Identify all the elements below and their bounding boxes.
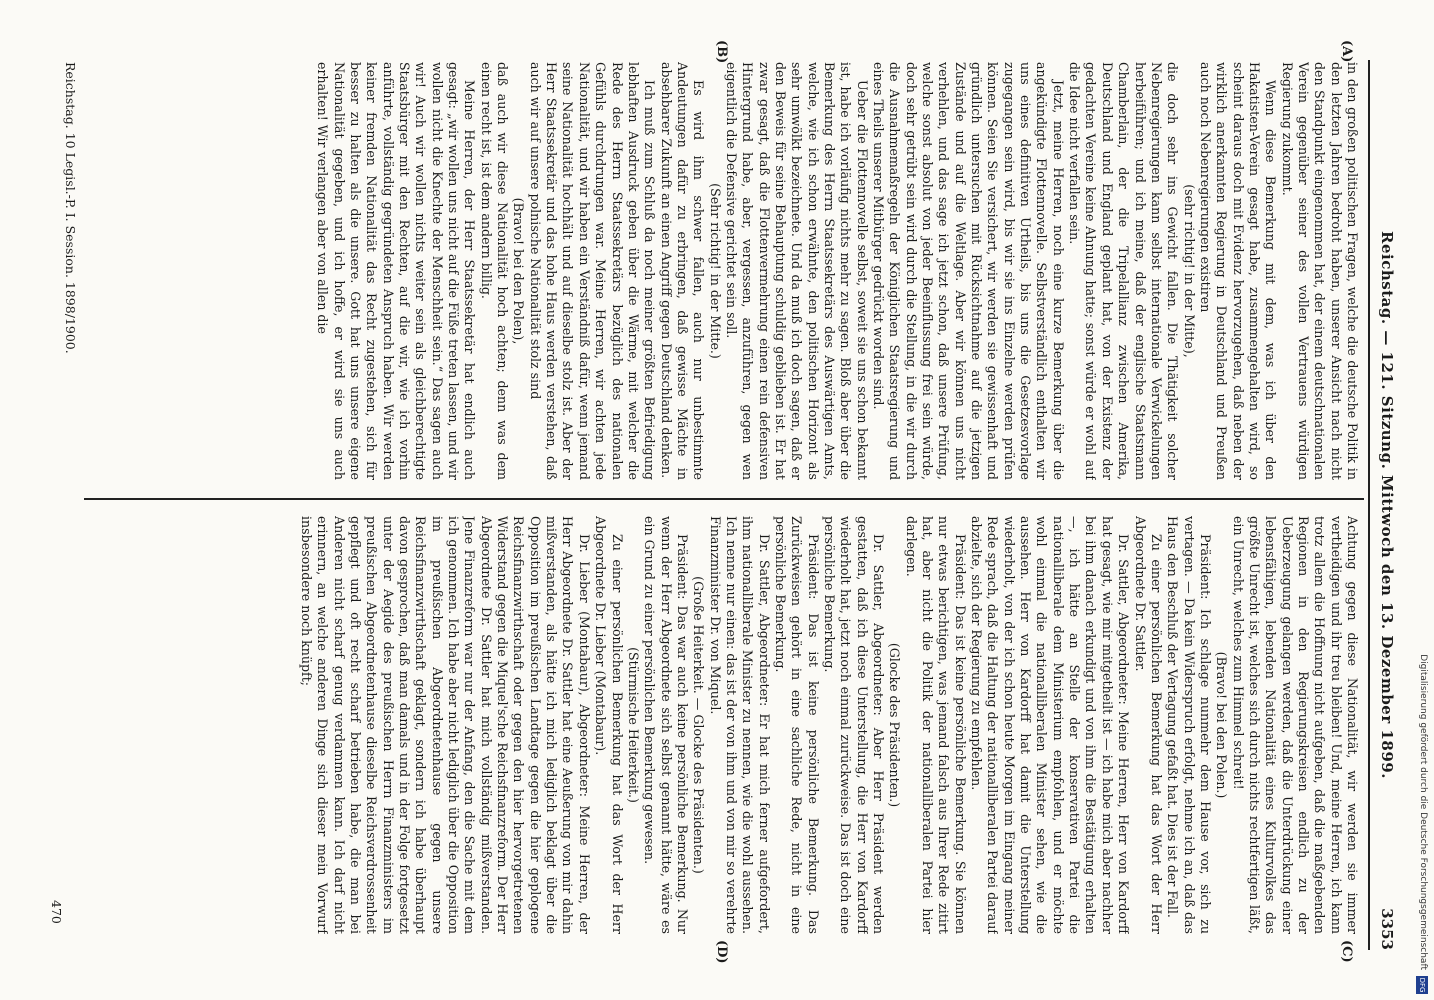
interjection: (Große Heiterkeit. — Glocke des Präsidenten.) [691,576,707,874]
interjection: (sehr richtig! in der Mitte), [1181,184,1197,358]
dfg-logo: DFG [1418,977,1426,993]
page-footer: Reichstag. 10 Legisl.-P. I. Session. 1898/1900. [63,62,78,354]
paragraph: Achtung gegen diese Nationalität, wir werden sie immer vertheidigen und ihr treu bleiben! Und, meine Herren, ich kann trotz allem die Hoffnung nicht aufgeben, daß die maßgebenden Regionen in den Regierungskreisen endlich zu der Ueberzeugung gelangen werden, daß die Unterdrückung einer lebensfähigen, lebenden Nationalität eines Kulturvolkes das größte Unrecht ist, welches sich durch nichts rechtfertigen läßt, ein Unrecht, welches zum Himmel schreit! [1230,516,1360,934]
digitization-credit: Digitalisierung gefördert durch die Deutsche Forschungsgemeinschaft [1418,654,1428,970]
speaker-paragraph: Dr. Lieber (Montabaur), Abgeordneter: Meine Herren, der Herr Abgeordnete Dr. Sattler hat eine Aeußerung von mir dahin mißverstanden, als hätte ich mich lediglich beklagt über die Opposition im preußischen Landtage gegen die hier geplogene Reichsfinanzwirthschaft oder gegen den hier hervorgetretenen Widerstand gegen die Miquel'sche Reichsfinanzreform. Der Herr Abgeordnete Dr. Sattler hat mich vollständig mißverstanden. Jene Finanzreform war nur der Anfang, den die Sache mit dem ich genommen. Ich habe aber nicht lediglich über die Opposition im preußischen Abgeordnetenhause gegen unsere Reichsfinanzwirthschaft geklagt, sondern ich habe überhaupt davon gesprochen, daß man damals und in der Folge fortgesetzt unter der Aegide des preußischen Herrn Finanzministers im preußischen Abgeordnetenhause dieselbe Reichsverdrossenheit gepflegt und oft recht scharf betrieben habe, die man bei Anderen nicht scharf genug verdammen kann. Ich darf nicht erinnern, an welche anderen Dinge sich dieser mein Vorwurf insbesondere noch knüpft; [299,516,592,934]
interjection: (Bravo! bei den Polen.) [1214,651,1230,799]
footer-page-number: 470 [49,900,64,924]
speaker-paragraph: Präsident: Ich schlage nunmehr dem Hause vor, sich zu vertagen. — Da kein Widerspruch erfolgt, nehme ich an, daß das Haus den Beschluß der Vertagung gefaßt hat. Dies ist der Fall. [1165,516,1213,934]
margin-letter-b: (B) [714,40,729,64]
paragraph: die doch sehr ins Gewicht fallen. Die Thätigkeit solcher Nebenregierungen kann selbst internationale Verwickelungen herbeiführen; und ich meine, daß der englische Staatsmann Chamberlain, der die Tripelallianz zwischen Amerika, Deutschland und England geplant hat, von der Existenz der gedachten Vereine keine Ahnung hatte; sonst würde er wohl auf die Idee nicht verfallen sein. [1067,62,1181,480]
paragraph: Es wird ihm schwer fallen, auch nur unbestimmte Andeutungen dafür zu erbringen, daß gewisse Mächte in absehbarer Zukunft an einen Angriff gegen Deutschland denken. [658,62,707,480]
speaker-paragraph: Dr. Sattler, Abgeordneter: Er hat mich ferner aufgefordert, ihm nationalliberale Minister zu nennen, wie die wohl aussehen. Ich nenne nur einen: das ist der von ihm und von mir so verehrte Finanzminister Dr. von Miquel. [707,516,772,934]
paragraph: Meine Herren, der Herr Staatssekretär hat endlich auch gesagt: „wir wollen uns nicht auf die Füße treten lassen, und wir wollen nicht die Knechte der Menschheit sein.“ Das sagen auch wir! Auch wir wollen nichts weiter sein als gleichberechtigte Staatsbürger mit den Rechten, auf die wir, wie ich vorhin anführte, vollständig gegründeten Anspruch haben. Wir werden keiner fremden Nationalität das Recht zugestehen, sich für besser zu halten als die unsere. Gott hat uns unsere eigene Nationalität gegeben, und ich hoffe, er wird sie uns auch erhalten! Wir verlangen aber von allen die [315,62,478,480]
digitization-credit-strip [1414,0,1434,1000]
interjection: (Stürmische Heiterkeit.) [625,647,641,803]
header-page-number-wrap [1372,890,1402,950]
speaker-paragraph: Präsident: Das war auch keine persönliche Bemerkung. Nur wenn der Herr Abgeordnete sich selbst genannt hätte, wäre es ein Grund zu einer persönlichen Bemerkung gewesen. [642,516,690,934]
page-title: Reichstag. — 121. Sitzung. Mittwoch den 13. Dezember 1899. [1378,231,1396,779]
margin-letter-d: (D) [714,940,729,964]
speaker-paragraph: Präsident: Das ist keine persönliche Bemerkung. Sie können nur etwas berichtigen, was jemand falsch aus Ihrer Rede zitirt hat, aber nicht die Politik der nationalliberalen Partei hier darlegen. [903,516,968,934]
paragraph: Jetzt, meine Herren, noch eine kurze Bemerkung über die angekündigte Flottennovelle. Selbstverständlich enthalten wir uns eines definitiven Urtheils, bis uns die Gesetzesvorlage zugegangen sein wird, bis wir sie ins Einzelne werden prüfen können. Seien Sie versichert, wir werden sie gewissenhaft und gründlich untersuchen mit Rücksichtnahme auf die jetzigen Zustände und auf die Weltlage. Aber wir können uns nicht verhehlen, und das sage ich jetzt schon, daß unsere Prüfung, welche sonst absolut von jeder Beeinflussung frei sein würde, doch sehr getrübt sein wird durch die Stellung, in die wir durch die Ausnahmemaßregeln der Königlichen Staatsregierung und eines Theils unserer Mitbürger gedrückt worden sind. [871,62,1066,480]
page-header [1372,60,1402,950]
right-column [85,516,1360,934]
speaker-paragraph: Präsident: Das ist keine persönliche Bemerkung. Das Zurückweisen gehört in eine sachliche Rede, nicht in eine persönliche Bemerkung. [772,516,821,934]
header-divider [1368,60,1370,950]
interjection: (Bravo! bei den Polen), [511,197,527,345]
interjection: (Glocke des Präsidenten.) [887,642,903,808]
speaker-paragraph: Dr. Sattler, Abgeordneter: Aber Herr Präsident werden gestatten, daß ich diese Unterstellung, die Herr von Kardorff wiederholt hat, jetzt noch einmal zurückweise. Das ist doch eine persönliche Bemerkung. [822,516,887,934]
paragraph: in den großen politischen Fragen, welche die deutsche Politik in den letzten Jahren bedroht haben, unserer Ansicht nach nicht den Standpunkt eingenommen hat, der einem deutschnationalen Verein gegenüber seiner des vollen Vertrauens würdigen Regierung zukommt. [1279,62,1360,480]
speaker-paragraph: Dr. Sattler, Abgeordneter: Meine Herren, Herr von Kardorff hat gesagt, wie mir mitgetheilt ist — ich habe mich aber nachher bei ihm danach erkundigt und von ihm die Bestätigung erhalten —, ich hätte an Stelle der konservativen Partei die nationalliberale dem Ministerium empfohlen, und er möchte wohl einmal die nationalliberalen Minister sehen, wie die aussehen. Herr von Kardorff hat damit die Unterstellung wiederholt, von der ich schon heute Morgen im Eingang meiner Rede sprach, daß die Haltung der nationalliberalen Partei darauf abzielte, sich der Regierung zu empfehlen. [969,516,1132,934]
margin-letter-c: (C) [1339,940,1354,963]
margin-letter-a: (A) [1339,40,1354,63]
paragraph: Zu einer persönlichen Bemerkung hat das Wort der Herr Abgeordnete Dr. Sattler. [1132,516,1164,934]
paragraph: Ich muß zum Schluß da noch meiner größten Befriedigung lebhaften Ausdruck geben über die Wärme, mit welcher die Rede des Herrn Staatssekretärs bezüglich des nationalen Gefühls durchdrungen war. Meine Herren, wir achten jede Nationalität, und wir haben ein Verständniß dafür, wenn jemand seine Nationalität hochhält und auf dieselbe stolz ist. Aber der Herr Staatssekretär und das hohe Haus werden verstehen, daß auch wir auf unsere polnische Nationalität stolz sind [527,62,658,480]
paragraph: Ueber die Flottennovelle selbst, soweit sie uns schon bekannt ist, habe ich vorläufig nichts mehr zu sagen. Bloß aber über die Bemerkung des Herrn Staatssekretärs des Auswärtigen Amts, welche, wie ich schon erwähnte, den politischen Horizont als sehr umwölkt bezeichnete. Und da muß ich doch sagen, daß er den Beweis für seine Behauptung schuldig geblieben ist. Er hat zwar gesagt, daß die Flottenvermehrung einen rein defensiven Hintergrund habe, aber, vergessen, anzuführen, gegen wen eigentlich die Defensive gerichtet sein soll. [723,62,870,480]
header-page-number: 3353 [1378,908,1396,950]
paragraph: Zu einer persönlichen Bemerkung hat das Wort der Herr Abgeordnete Dr. Lieber (Montabaur). [593,516,625,934]
left-column [85,62,1360,480]
interjection: (Sehr richtig! in der Mitte.) [707,183,723,359]
column-divider [84,498,1364,500]
paragraph: Wenn diese Bemerkung mit dem, was ich über den Hakatisten-Verein gesagt habe, zusammengehalten wird, so scheint daraus doch mit Evidenz hervorzugehen, daß neben der wirklich anerkannten Regierung in Deutschland und Preußen auch noch Nebenregierungen existiren [1197,62,1279,480]
paragraph: daß auch wir diese Nationalität hoch achten; denn was dem einen recht ist, ist dem andern billig. [478,62,511,480]
